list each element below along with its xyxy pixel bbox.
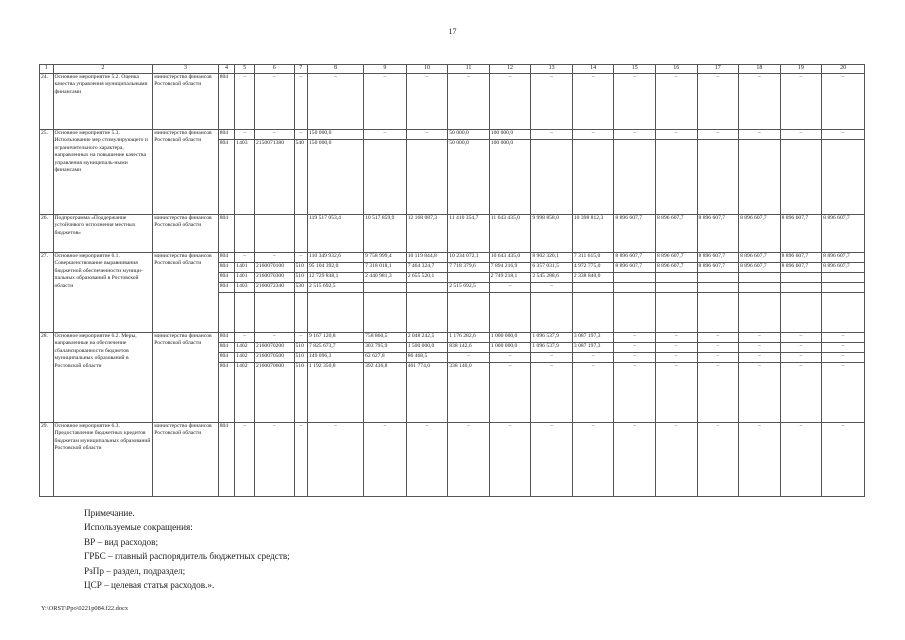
header-cell: 17 [697, 65, 739, 74]
value-cell: 2160070300 [255, 273, 294, 283]
value-cell: 1 000 000,0 [489, 333, 531, 343]
header-cell: 11 [448, 65, 490, 74]
value-cell: – [235, 333, 255, 343]
value-cell: 8 896 607,7 [697, 263, 739, 273]
value-cell: – [614, 74, 656, 130]
value-cell: 8 896 607,7 [780, 253, 822, 263]
header-cell: 19 [780, 65, 822, 74]
value-cell: 8 896 607,7 [822, 215, 865, 253]
row-number: 24. [40, 74, 54, 130]
value-cell: 9 758 999,4 [364, 253, 407, 263]
value-cell: 8 896 607,7 [780, 263, 822, 273]
value-cell: – [406, 423, 448, 497]
value-cell: 510 [294, 363, 308, 423]
value-cell [255, 293, 294, 333]
value-cell: – [822, 74, 865, 130]
value-cell: 1401 [235, 273, 255, 283]
value-cell [697, 283, 739, 293]
executor: министерство финансов Ростовской области [153, 215, 218, 253]
value-cell: – [308, 423, 364, 497]
value-cell: 804 [218, 283, 235, 293]
header-cell: 14 [572, 65, 614, 74]
value-cell: 510 [294, 273, 308, 283]
value-cell [308, 293, 364, 333]
value-cell: – [614, 343, 656, 353]
value-cell: – [531, 74, 573, 130]
value-cell [822, 273, 865, 283]
file-path: Y:\ORST\Ppo\0221p084.f22.docx [41, 605, 129, 612]
value-cell: 510 [294, 263, 308, 273]
value-cell: 1 000 000,0 [489, 343, 531, 353]
value-cell: 804 [218, 74, 235, 130]
value-cell [822, 283, 865, 293]
value-cell: – [531, 283, 573, 293]
value-cell: – [780, 353, 822, 363]
value-cell: 804 [218, 253, 235, 263]
value-cell: 12 168 087,3 [406, 215, 448, 253]
value-cell: – [739, 343, 781, 353]
value-cell: 2160070600 [255, 363, 294, 423]
value-cell: – [531, 423, 573, 497]
value-cell: 100 000,0 [489, 140, 531, 215]
program-name: Основное мероприятие 6.2. Меры, направленные на обеспечение сбалансированности бюджетов муниципальных образований в Ростовской области [53, 333, 153, 423]
header-cell: 16 [655, 65, 697, 74]
value-cell [655, 283, 697, 293]
table-row [40, 333, 865, 343]
value-cell [218, 293, 235, 333]
value-cell: 1 176 282,6 [448, 333, 490, 343]
value-cell [235, 293, 255, 333]
value-cell [739, 140, 781, 215]
value-cell: – [822, 333, 865, 343]
value-cell: 50 000,0 [448, 140, 490, 215]
value-cell: 7 894 216,9 [489, 263, 531, 273]
value-cell: – [572, 353, 614, 363]
program-name: Основное мероприятие 5.2. Оценка качества управления муниципальными финансами [53, 74, 153, 130]
value-cell: 338 140,0 [448, 363, 490, 423]
value-cell: 7 718 379,6 [448, 263, 490, 273]
value-cell: – [697, 74, 739, 130]
value-cell: 804 [218, 423, 235, 497]
value-cell: 2 655 520,1 [406, 273, 448, 283]
row-number: 28. [40, 333, 54, 423]
value-cell [531, 293, 573, 333]
value-cell: – [780, 130, 822, 140]
value-cell: 8 896 607,7 [739, 215, 781, 253]
header-cell: 7 [294, 65, 308, 74]
value-cell: – [235, 130, 255, 140]
value-cell: 1402 [235, 363, 255, 423]
value-cell: – [780, 74, 822, 130]
value-cell: – [822, 130, 865, 140]
value-cell [614, 273, 656, 283]
row-number: 29. [40, 423, 54, 497]
value-cell: 804 [218, 363, 235, 423]
value-cell [780, 293, 822, 333]
header-cell: 15 [614, 65, 656, 74]
value-cell [739, 273, 781, 283]
value-cell: 8 896 607,7 [614, 253, 656, 263]
value-cell: – [697, 343, 739, 353]
executor: министерство финансов Ростовской области [153, 253, 218, 333]
value-cell: 7 311 615,0 [572, 253, 614, 263]
value-cell: 8 896 607,7 [739, 253, 781, 263]
value-cell [614, 140, 656, 215]
value-cell: – [255, 253, 294, 263]
value-cell: – [255, 130, 294, 140]
value-cell [364, 293, 407, 333]
value-cell [364, 283, 407, 293]
value-cell [294, 215, 308, 253]
value-cell [448, 273, 490, 283]
value-cell: 10 398 812,3 [572, 215, 614, 253]
value-cell: – [697, 363, 739, 423]
value-cell [235, 215, 255, 253]
value-cell: 2 515 692,5 [448, 283, 490, 293]
value-cell: 7 464 324,7 [406, 263, 448, 273]
value-cell: 11 643 435,0 [489, 215, 531, 253]
value-cell: 9 167 120,8 [308, 333, 364, 343]
value-cell: 6 357 031,5 [531, 263, 573, 273]
value-cell: 8 896 607,7 [655, 215, 697, 253]
value-cell: 804 [218, 263, 235, 273]
value-cell: – [255, 74, 294, 130]
header-row [40, 65, 865, 74]
value-cell: 540 [294, 140, 308, 215]
row-number: 26. [40, 215, 54, 253]
value-cell: 8 896 607,7 [614, 215, 656, 253]
value-cell: – [489, 363, 531, 423]
value-cell [780, 283, 822, 293]
value-cell [406, 283, 448, 293]
value-cell: 804 [218, 130, 235, 140]
value-cell: – [448, 423, 490, 497]
executor: министерство финансов Ростовской области [153, 423, 218, 497]
value-cell: 838 142,6 [448, 343, 490, 353]
value-cell: – [614, 130, 656, 140]
value-cell: 100 000,0 [489, 130, 531, 140]
value-cell: 8 896 607,7 [739, 263, 781, 273]
value-cell: 11 410 354,7 [448, 215, 490, 253]
value-cell: 7 318 018,1 [364, 263, 407, 273]
value-cell: – [294, 130, 308, 140]
value-cell: 8 896 607,7 [655, 263, 697, 273]
table-row [40, 215, 865, 253]
value-cell: 804 [218, 140, 235, 215]
value-cell: – [614, 423, 656, 497]
note-line: ГРБС – главный распорядитель бюджетных средств; [84, 551, 290, 562]
value-cell: – [739, 130, 781, 140]
value-cell: – [448, 74, 490, 130]
value-cell: – [822, 353, 865, 363]
value-cell: – [655, 130, 697, 140]
value-cell: – [822, 423, 865, 497]
value-cell: – [255, 423, 294, 497]
value-cell: – [294, 333, 308, 343]
value-cell: 7 825 673,7 [308, 343, 364, 353]
value-cell: 2160072340 [255, 283, 294, 293]
value-cell: – [655, 363, 697, 423]
executor: министерство финансов Ростовской области [153, 130, 218, 215]
value-cell [572, 283, 614, 293]
value-cell: – [780, 333, 822, 343]
value-cell: – [655, 353, 697, 363]
value-cell: – [739, 333, 781, 343]
header-cell: 4 [218, 65, 235, 74]
value-cell: 1403 [235, 283, 255, 293]
header-cell: 8 [308, 65, 364, 74]
value-cell [614, 293, 656, 333]
value-cell: 8 902 320,1 [531, 253, 573, 263]
value-cell: 510 [294, 353, 308, 363]
value-cell: 8 896 607,7 [780, 215, 822, 253]
value-cell: 510 [294, 343, 308, 353]
executor: министерство финансов Ростовской области [153, 74, 218, 130]
value-cell [489, 293, 531, 333]
value-cell: 2160070100 [255, 263, 294, 273]
value-cell: – [294, 423, 308, 497]
note-line: ЦСР – целевая статья расходов.». [84, 580, 215, 591]
table-row [40, 253, 865, 263]
value-cell [697, 293, 739, 333]
value-cell [780, 273, 822, 283]
value-cell: 9 998 858,0 [531, 215, 573, 253]
header-cell: 2 [53, 65, 153, 74]
value-cell: – [294, 253, 308, 263]
row-number: 25. [40, 130, 54, 215]
note-line: Используемые сокращения: [84, 522, 193, 533]
value-cell: 8 896 607,7 [822, 263, 865, 273]
value-cell: 110 349 932,6 [308, 253, 364, 263]
value-cell: – [780, 363, 822, 423]
value-cell: – [655, 343, 697, 353]
value-cell: 2 749 218,1 [489, 273, 531, 283]
notes [84, 506, 290, 592]
value-cell: – [614, 363, 656, 423]
value-cell: 12 729 848,1 [308, 273, 364, 283]
value-cell: – [572, 423, 614, 497]
value-cell: 1 096 537,9 [531, 343, 573, 353]
value-cell: 8 896 607,7 [697, 253, 739, 263]
value-cell: 2 515 692,5 [308, 283, 364, 293]
value-cell: – [739, 74, 781, 130]
value-cell: – [531, 130, 573, 140]
header-cell: 1 [40, 65, 54, 74]
header-cell: 20 [822, 65, 865, 74]
value-cell [822, 140, 865, 215]
value-cell: – [822, 363, 865, 423]
value-cell [780, 140, 822, 215]
value-cell: – [780, 423, 822, 497]
value-cell [294, 293, 308, 333]
value-cell: – [489, 423, 531, 497]
table-row [40, 130, 865, 140]
value-cell: – [655, 333, 697, 343]
value-cell [697, 140, 739, 215]
value-cell [531, 140, 573, 215]
value-cell: 758 860,5 [364, 333, 407, 343]
value-cell: 461 774,0 [406, 363, 448, 423]
value-cell: 8 896 607,7 [697, 215, 739, 253]
value-cell: – [364, 74, 407, 130]
header-cell: 6 [255, 65, 294, 74]
value-cell: – [614, 333, 656, 343]
value-cell: – [308, 74, 364, 130]
value-cell: – [489, 74, 531, 130]
header-cell: 10 [406, 65, 448, 74]
table-row [40, 74, 865, 130]
note-line: Примечание. [84, 508, 135, 518]
value-cell [655, 293, 697, 333]
value-cell [406, 140, 448, 215]
value-cell [655, 140, 697, 215]
value-cell: – [235, 423, 255, 497]
header-cell: 5 [235, 65, 255, 74]
value-cell [572, 293, 614, 333]
value-cell: 86 468,5 [406, 353, 448, 363]
value-cell: 2 048 242,5 [406, 333, 448, 343]
value-cell: 2 545 288,6 [531, 273, 573, 283]
value-cell: – [697, 423, 739, 497]
value-cell: 303 795,9 [364, 343, 407, 353]
value-cell: – [235, 74, 255, 130]
value-cell [822, 293, 865, 333]
value-cell [448, 293, 490, 333]
value-cell: 119 517 053,4 [308, 215, 364, 253]
note-line: РзПр – раздел, подраздел; [84, 565, 186, 576]
value-cell: – [822, 343, 865, 353]
value-cell: 10 119 844,8 [406, 253, 448, 263]
executor: министерство финансов Ростовской области [153, 333, 218, 423]
value-cell: – [255, 333, 294, 343]
value-cell: 804 [218, 353, 235, 363]
value-cell: – [406, 130, 448, 140]
value-cell [739, 283, 781, 293]
value-cell [614, 283, 656, 293]
program-name: Основное мероприятие 5.3. Использование мер стимулирующего и ограничительного характера, направленных на повышение качества управления муниципаль-ными финансами [53, 130, 153, 215]
value-cell: 1 096 537,9 [531, 333, 573, 343]
value-cell: – [364, 130, 407, 140]
program-name: Основное мероприятие 6.1. Совершенствование выравнивания бюджетной обеспеченности муници-пальных образований в Ростовской области [53, 253, 153, 333]
header-cell: 12 [489, 65, 531, 74]
value-cell [255, 215, 294, 253]
value-cell [364, 140, 407, 215]
value-cell: – [531, 363, 573, 423]
value-cell: 149 096,3 [308, 353, 364, 363]
value-cell: – [235, 253, 255, 263]
value-cell: 392 436,8 [364, 363, 407, 423]
value-cell: – [780, 343, 822, 353]
value-cell: 3 087 197,3 [572, 333, 614, 343]
value-cell: – [739, 423, 781, 497]
value-cell: – [739, 353, 781, 363]
value-cell [697, 273, 739, 283]
value-cell: – [489, 353, 531, 363]
value-cell: 804 [218, 343, 235, 353]
value-cell: 530 [294, 283, 308, 293]
value-cell: 8 896 607,7 [655, 253, 697, 263]
value-cell [572, 140, 614, 215]
value-cell: 62 627,8 [364, 353, 407, 363]
table-row [40, 423, 865, 497]
header-cell: 3 [153, 65, 218, 74]
value-cell: 2160070500 [255, 353, 294, 363]
budget-table [39, 64, 865, 497]
value-cell: – [697, 353, 739, 363]
value-cell: 1403 [235, 140, 255, 215]
value-cell: – [572, 130, 614, 140]
value-cell: 150 000,0 [308, 130, 364, 140]
program-name: Основное мероприятие 6.3. Предоставление бюджетных кредитов бюджетам муниципальных образований Ростовской области [53, 423, 153, 497]
value-cell: 1402 [235, 353, 255, 363]
value-cell: – [697, 130, 739, 140]
note-line: ВР – вид расходов; [84, 536, 159, 547]
value-cell: – [294, 74, 308, 130]
header-cell: 13 [531, 65, 573, 74]
value-cell: – [655, 423, 697, 497]
row-number: 27. [40, 253, 54, 333]
value-cell: 10 234 072,1 [448, 253, 490, 263]
value-cell: – [739, 363, 781, 423]
value-cell: 2 440 981,3 [364, 273, 407, 283]
value-cell: 1402 [235, 343, 255, 353]
value-cell: 10 517 859,9 [364, 215, 407, 253]
value-cell: 804 [218, 333, 235, 343]
value-cell: 8 896 607,7 [822, 253, 865, 263]
value-cell: – [697, 333, 739, 343]
program-name: Подпрограмма «Поддержание устойчивого исполнения местных бюджетов» [53, 215, 153, 253]
value-cell: – [448, 353, 490, 363]
value-cell: – [364, 423, 407, 497]
value-cell: – [572, 74, 614, 130]
value-cell: 150 000,0 [308, 140, 364, 215]
value-cell: 4 972 775,0 [572, 263, 614, 273]
value-cell: 2160070200 [255, 343, 294, 353]
value-cell: – [655, 74, 697, 130]
header-cell: 9 [364, 65, 407, 74]
value-cell [406, 293, 448, 333]
value-cell: – [614, 353, 656, 363]
value-cell: 804 [218, 215, 235, 253]
value-cell [655, 273, 697, 283]
value-cell: 8 896 607,7 [614, 263, 656, 273]
value-cell: 804 [218, 273, 235, 283]
value-cell: 1 500 000,0 [406, 343, 448, 353]
page-number: 17 [448, 27, 457, 36]
value-cell: 50 000,0 [448, 130, 490, 140]
value-cell: – [406, 74, 448, 130]
value-cell: 2 338 840,0 [572, 273, 614, 283]
value-cell: 95 104 392,0 [308, 263, 364, 273]
value-cell: 3 087 197,3 [572, 343, 614, 353]
header-cell: 18 [739, 65, 781, 74]
value-cell: 1 192 350,8 [308, 363, 364, 423]
value-cell: – [531, 353, 573, 363]
value-cell [739, 293, 781, 333]
value-cell: – [572, 363, 614, 423]
value-cell: 1401 [235, 263, 255, 273]
value-cell: 2150071380 [255, 140, 294, 215]
value-cell: 10 643 435,0 [489, 253, 531, 263]
value-cell: – [489, 283, 531, 293]
